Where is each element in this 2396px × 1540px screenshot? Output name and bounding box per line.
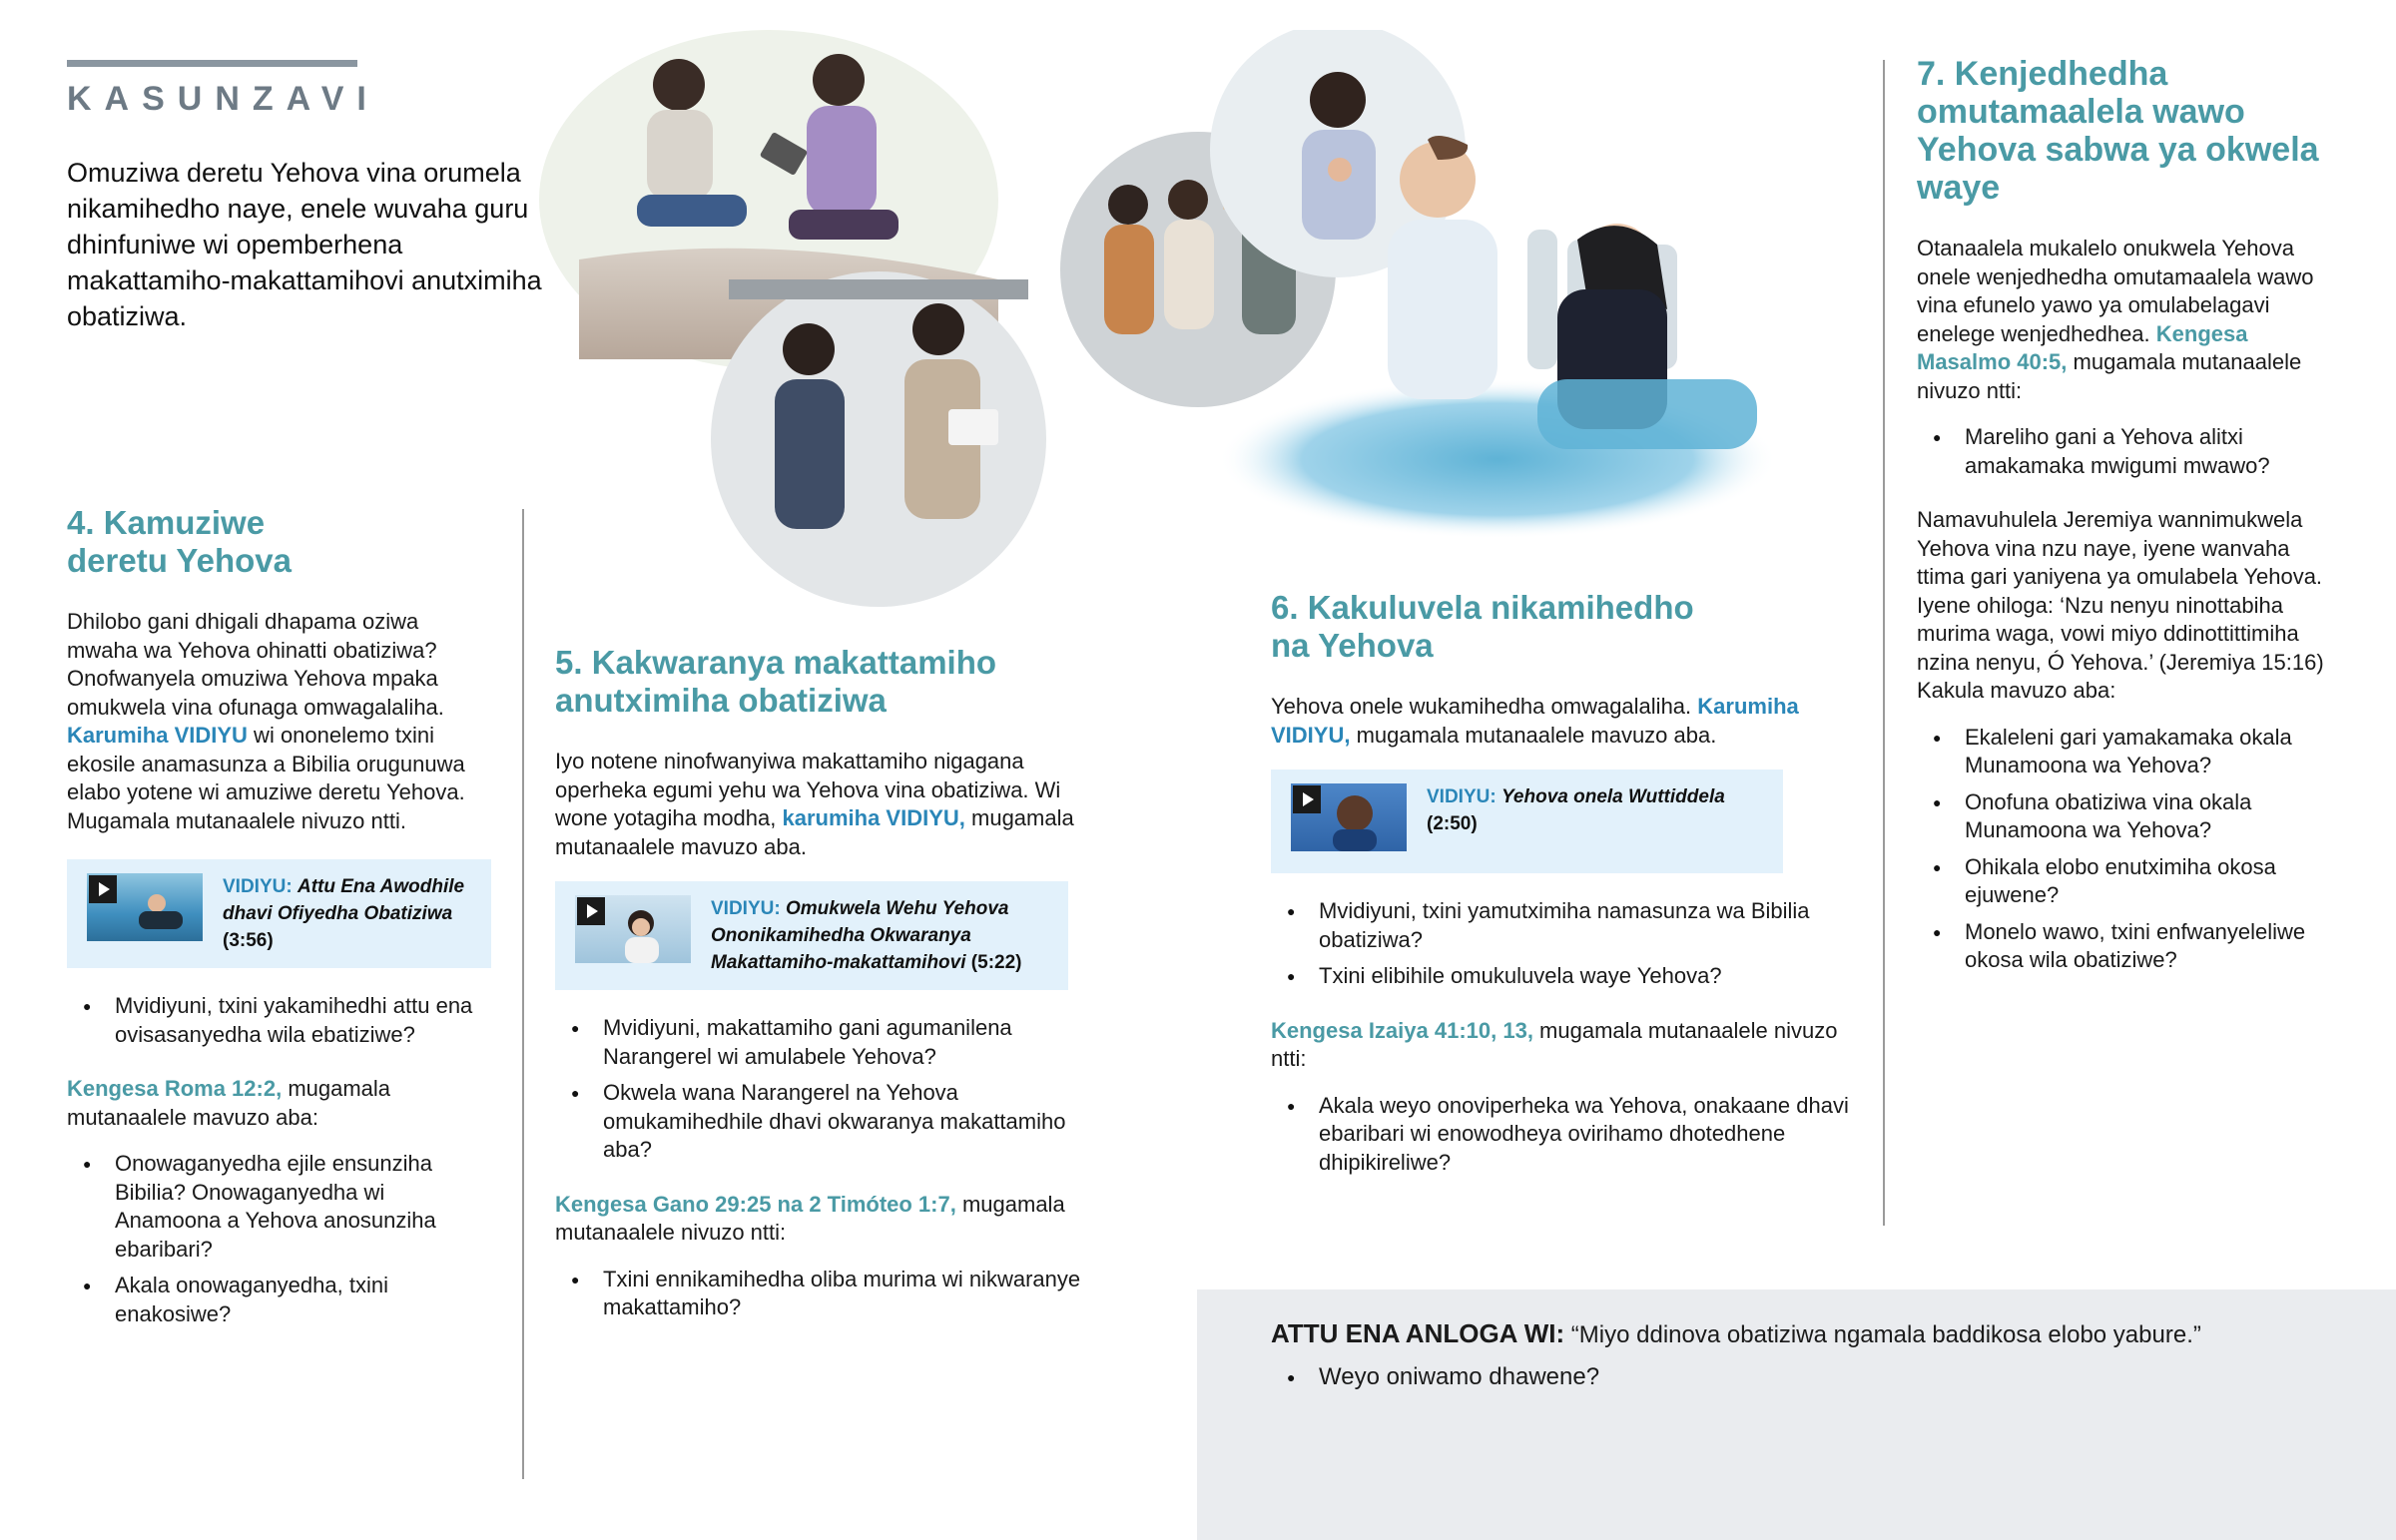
scripture-instruction: Kengesa Gano 29:25 na 2 Timóteo 1:7, mugamala mutanaalele nivuzo ntti: xyxy=(555,1191,1065,1245)
video-label: VIDIYU: xyxy=(223,876,293,897)
video-label: VIDIYU: xyxy=(1427,786,1497,807)
section-6-paragraph: Yehova onele wukamihedha omwagalaliha. Karumiha VIDIYU, mugamala mutanaalele mavuzo aba. xyxy=(1271,694,1799,748)
video-duration: (5:22) xyxy=(970,952,1022,973)
summary-label: KASUNZAVI xyxy=(67,80,379,118)
scene-women-workplace xyxy=(711,271,1046,607)
question-list xyxy=(67,992,491,1049)
question-list xyxy=(1271,1361,2369,1393)
video-duration: (3:56) xyxy=(223,930,274,951)
scripture-link[interactable]: Kengesa Gano 29:25 na 2 Timóteo 1:7, xyxy=(555,1191,956,1217)
video-link[interactable]: Karumiha VIDIYU xyxy=(67,723,248,748)
section-6-title: 6. Kakuluvela nikamihedho na Yehova xyxy=(1271,589,1694,664)
scripture-instruction: Kengesa Izaiya 41:10, 13, mugamala mutanaalele nivuzo ntti: xyxy=(1271,1017,1838,1071)
scripture-link[interactable]: Kengesa Roma 12:2, xyxy=(67,1076,283,1101)
section-5 xyxy=(555,644,1102,1348)
column-divider xyxy=(1883,60,1885,1226)
video-duration: (2:50) xyxy=(1427,813,1478,834)
list-item: ● Mareliho gani a Yehova alitxi amakamaka mwigumi mwawo? xyxy=(1965,423,2336,480)
play-icon[interactable] xyxy=(1293,785,1321,813)
question-list xyxy=(1271,897,1860,991)
video-card[interactable] xyxy=(555,881,1068,990)
section-7-paragraph: Otanaalela mukalelo onukwela Yehova onele wenjedhedha omutamaalela wawo vina efunelo yawo ya omulabelagavi enelege wenjedhedhea. Kengesa Masalmo 40:5, mugamala mutanaalele nivuzo ntti: xyxy=(1917,236,2314,403)
question-list xyxy=(555,1266,1102,1322)
question-list xyxy=(67,1150,491,1328)
video-title: Omukwela Wehu Yehova Ononikamihedha Okwaranya Makattamiho-makattamihovi xyxy=(711,898,1009,973)
summary-intro: Omuziwa deretu Yehova vina orumela nikamihedho naye, enele wuvaha guru dhinfuniwe wi opemberhena makattamiho-makattamihovi anutximiha obatiziwa. xyxy=(67,158,542,331)
summary-rule xyxy=(67,60,357,67)
objection-label: ATTU ENA ANLOGA WI: xyxy=(1271,1318,1565,1348)
section-7-title: 7. Kenjedhedha omutamaalela wawo Yehova sabwa ya okwela waye xyxy=(1917,55,2319,207)
video-title: Yehova onela Wuttiddela xyxy=(1500,786,1725,807)
list-item: ● Mvidiyuni, makattamiho gani agumanilena Narangerel wi amulabele Yehova? xyxy=(603,1014,1102,1071)
section-7-paragraph-2: Namavuhulela Jeremiya wannimukwela Yehova vina nzu naye, iyene wanvaha ttima gari yaniyena ya omulabela Yehova. Iyene ohiloga: ‘Nzu nenyu ninottabiha murima waga, vowi miyo ddinottittimiha nzina nenyu, Ó Yehova.’ (Jeremiya 15:16) Kakula mavuzo aba: xyxy=(1917,507,2324,703)
objection-quote: “Miyo ddinova obatiziwa ngamala baddikosa elobo yabure.” xyxy=(1564,1321,2201,1348)
list-item: ● Akala onowaganyedha, txini enakosiwe? xyxy=(115,1272,491,1328)
scripture-instruction: Kengesa Roma 12:2, mugamala mutanaalele mavuzo aba: xyxy=(67,1076,391,1130)
list-item: ● Akala weyo onoviperheka wa Yehova, onakaane dhavi ebaribari wi enowodheya ovirihamo dhotedhene dhipikireliwe? xyxy=(1319,1092,1860,1178)
video-link[interactable]: Karumiha VIDIYU, xyxy=(1271,694,1799,748)
section-4-paragraph: Dhilobo gani dhigali dhapama oziwa mwaha wa Yehova ohinatti obatiziwa? Onofwanyela omuziwa Yehova mpaka omukwela vina ofunaga omwagalaliha. Karumiha VIDIYU wi ononelemo txini ekosile anamasunza a Bibilia orugunuwa elabo yotene wi amuziwe deretu Yehova. Mugamala mutanaalele nivuzo ntti. xyxy=(67,609,465,833)
list-item: ● Monelo wawo, txini enfwanyeleliwe okosa wila obatiziwe? xyxy=(1965,918,2336,975)
list-item: ● Ekaleleni gari yamakamaka okala Munamoona wa Yehova? xyxy=(1965,724,2336,780)
section-6 xyxy=(1271,589,1860,1203)
video-title: Attu Ena Awodhile dhavi Ofiyedha Obatiziwa xyxy=(223,876,465,924)
objection-content xyxy=(1271,1317,2369,1419)
column-divider xyxy=(522,509,524,1479)
list-item: ● Onowaganyedha ejile ensunziha Bibilia? Onowaganyedha wi Anamoona a Yehova anosunziha ebaribari? xyxy=(115,1150,491,1264)
question-list xyxy=(1917,423,2336,480)
illustration-collage xyxy=(539,30,1777,619)
video-card[interactable] xyxy=(1271,770,1783,873)
video-card[interactable] xyxy=(67,859,491,968)
scripture-link[interactable]: Kengesa Izaiya 41:10, 13, xyxy=(1271,1017,1533,1043)
play-icon[interactable] xyxy=(577,897,605,925)
play-icon[interactable] xyxy=(89,875,117,903)
video-label: VIDIYU: xyxy=(711,898,781,919)
section-4 xyxy=(67,504,491,1354)
section-7 xyxy=(1917,55,2336,1001)
list-item: ● Ohikala elobo enutximiha okosa ejuwene? xyxy=(1965,853,2336,910)
section-4-title: 4. Kamuziwe deretu Yehova xyxy=(67,504,292,579)
section-5-title: 5. Kakwaranya makattamiho anutximiha obatiziwa xyxy=(555,644,997,719)
question-list xyxy=(555,1014,1102,1165)
video-thumbnail xyxy=(1291,783,1407,851)
list-item: ● Okwela wana Narangerel na Yehova omukamihedhile dhavi okwaranya makattamiho aba? xyxy=(603,1079,1102,1165)
list-item: ● Txini elibihile omukuluvela waye Yehova? xyxy=(1319,962,1860,991)
video-link[interactable]: karumiha VIDIYU, xyxy=(782,805,965,830)
video-thumbnail xyxy=(87,873,203,941)
list-item: ● Weyo oniwamo dhawene? xyxy=(1319,1361,2369,1393)
list-item: ● Mvidiyuni, txini yamutximiha namasunza wa Bibilia obatiziwa? xyxy=(1319,897,1860,954)
video-thumbnail xyxy=(575,895,691,963)
question-list xyxy=(1271,1092,1860,1178)
section-5-paragraph: Iyo notene ninofwanyiwa makattamiho nigagana operheka egumi yehu wa Yehova vina obatiziwa. Wi wone yotagiha modha, karumiha VIDIYU, mugamala mutanaalele mavuzo aba. xyxy=(555,749,1074,859)
list-item: ● Onofuna obatiziwa vina okala Munamoona wa Yehova? xyxy=(1965,788,2336,845)
question-list xyxy=(1917,724,2336,975)
list-item: ● Mvidiyuni, txini yakamihedhi attu ena ovisasanyedha wila ebatiziwe? xyxy=(115,992,491,1049)
scripture-link[interactable]: Kengesa Masalmo 40:5, xyxy=(1917,320,2248,374)
list-item: ● Txini ennikamihedha oliba murima wi nikwaranye makattamiho? xyxy=(603,1266,1102,1322)
